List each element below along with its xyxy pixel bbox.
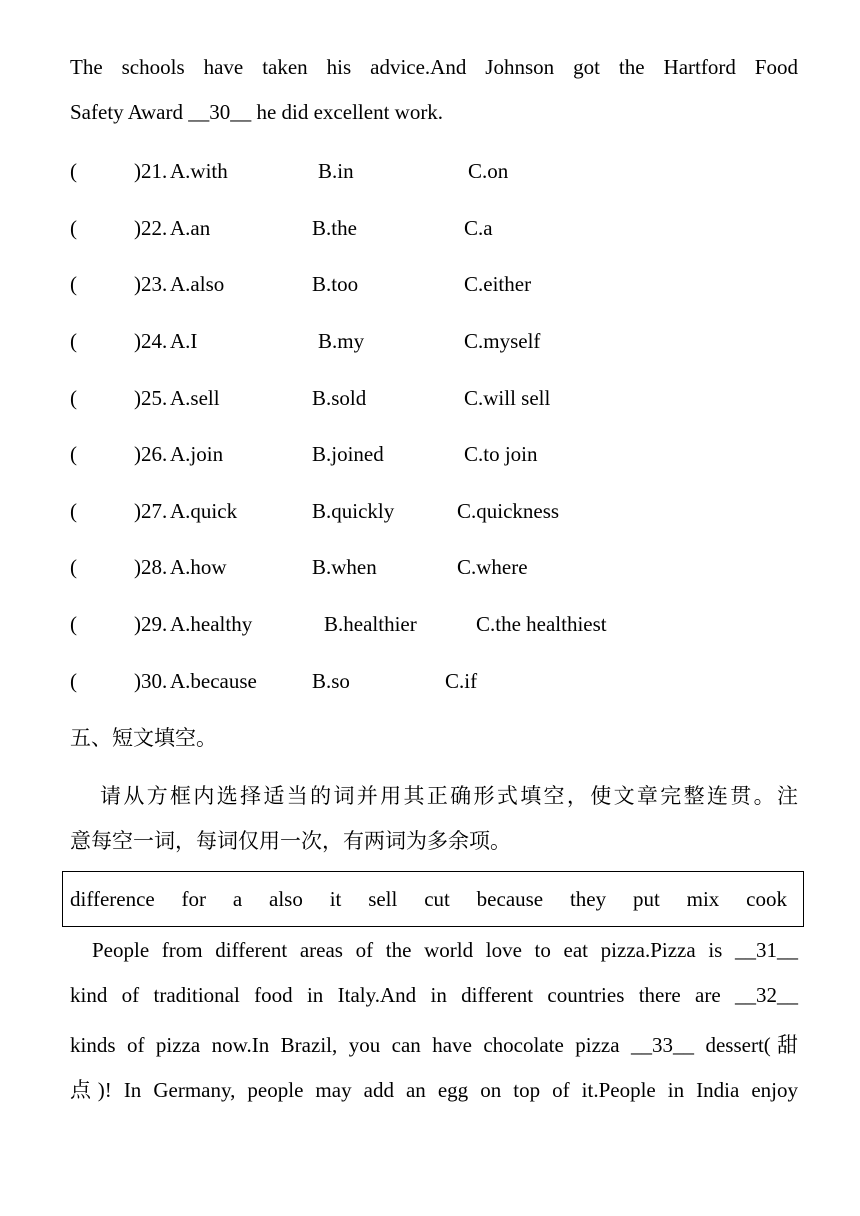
option-b: B.joined xyxy=(312,442,384,466)
answer-paren-open: ( xyxy=(70,499,77,523)
option-a: A.I xyxy=(170,329,198,353)
option-c: C.myself xyxy=(464,329,541,353)
question-row xyxy=(0,383,860,413)
word-bank-item: difference xyxy=(70,886,155,911)
word-bank-item: put xyxy=(632,886,660,911)
option-a: A.sell xyxy=(170,386,220,410)
story-line-2: kind of traditional food in Italy.And in different countries there are __32__ xyxy=(70,983,798,1007)
word-bank-item: for xyxy=(181,886,207,911)
question-row xyxy=(0,269,860,299)
word-bank-item: mix xyxy=(686,886,720,911)
answer-paren-open: ( xyxy=(70,329,77,353)
question-number: )24. xyxy=(134,329,168,353)
intro-line-1: The schools have taken his advice.And Johnson got the Hartford Food xyxy=(70,55,798,79)
option-b: B.the xyxy=(312,216,357,240)
question-row xyxy=(0,156,860,186)
question-number: )23. xyxy=(134,272,168,296)
question-number: )21. xyxy=(134,159,168,183)
word-bank-item: sell xyxy=(368,886,398,911)
question-number: )22. xyxy=(134,216,168,240)
option-a: A.healthy xyxy=(170,612,253,636)
instructions-line-1: 请从方框内选择适当的词并用其正确形式填空，使文章完整连贯。注 xyxy=(100,784,798,808)
answer-paren-open: ( xyxy=(70,442,77,466)
answer-paren-open: ( xyxy=(70,216,77,240)
option-a: A.also xyxy=(170,272,225,296)
word-bank-item: cut xyxy=(424,886,450,911)
answer-paren-open: ( xyxy=(70,272,77,296)
option-b: B.when xyxy=(312,555,377,579)
option-c: C.to join xyxy=(464,442,538,466)
option-c: C.a xyxy=(464,216,493,240)
option-b: B.my xyxy=(318,329,365,353)
option-c: C.quickness xyxy=(457,499,560,523)
option-c: C.will sell xyxy=(464,386,551,410)
answer-paren-open: ( xyxy=(70,669,77,693)
answer-paren-open: ( xyxy=(70,555,77,579)
word-bank-item: also xyxy=(269,886,303,911)
story-line-3: kinds of pizza now.In Brazil, you can have chocolate pizza __33__ dessert(甜 xyxy=(70,1033,798,1057)
word-bank-box xyxy=(62,871,804,927)
word-bank-item: they xyxy=(569,886,607,911)
question-number: )28. xyxy=(134,555,168,579)
question-number: )29. xyxy=(134,612,168,636)
option-b: B.so xyxy=(312,669,350,693)
answer-paren-open: ( xyxy=(70,159,77,183)
story-line-4: 点)! In Germany, people may add an egg on top of it.People in India enjoy xyxy=(70,1078,798,1102)
option-a: A.how xyxy=(170,555,227,579)
word-bank-item: because xyxy=(476,886,544,911)
option-b: B.healthier xyxy=(324,612,417,636)
option-a: A.quick xyxy=(170,499,238,523)
word-bank-item: a xyxy=(232,886,243,911)
option-c: C.the healthiest xyxy=(476,612,607,636)
option-b: B.too xyxy=(312,272,359,296)
answer-paren-open: ( xyxy=(70,386,77,410)
question-row xyxy=(0,326,860,356)
option-c: C.where xyxy=(457,555,528,579)
instructions-line-2: 意每空一词，每词仅用一次，有两词为多余项。 xyxy=(70,829,511,853)
option-b: B.in xyxy=(318,159,354,183)
option-a: A.with xyxy=(170,159,228,183)
question-number: )26. xyxy=(134,442,168,466)
question-row xyxy=(0,213,860,243)
question-row xyxy=(0,666,860,696)
option-c: C.if xyxy=(445,669,478,693)
word-bank-item: cook xyxy=(746,886,787,911)
option-b: B.quickly xyxy=(312,499,395,523)
option-c: C.on xyxy=(468,159,509,183)
story-line-1: People from different areas of the world love to eat pizza.Pizza is __31__ xyxy=(92,938,798,962)
option-c: C.either xyxy=(464,272,532,296)
answer-paren-open: ( xyxy=(70,612,77,636)
option-a: A.join xyxy=(170,442,224,466)
question-number: )30. xyxy=(134,669,168,693)
word-bank-item: it xyxy=(329,886,342,911)
question-row xyxy=(0,439,860,469)
question-number: )27. xyxy=(134,499,168,523)
question-number: )25. xyxy=(134,386,168,410)
intro-line-2: Safety Award __30__ he did excellent work. xyxy=(70,100,444,124)
section-heading: 五、短文填空。 xyxy=(70,726,217,750)
question-row xyxy=(0,552,860,582)
option-a: A.because xyxy=(170,669,257,693)
question-row xyxy=(0,496,860,526)
question-row xyxy=(0,609,860,639)
option-a: A.an xyxy=(170,216,211,240)
option-b: B.sold xyxy=(312,386,367,410)
